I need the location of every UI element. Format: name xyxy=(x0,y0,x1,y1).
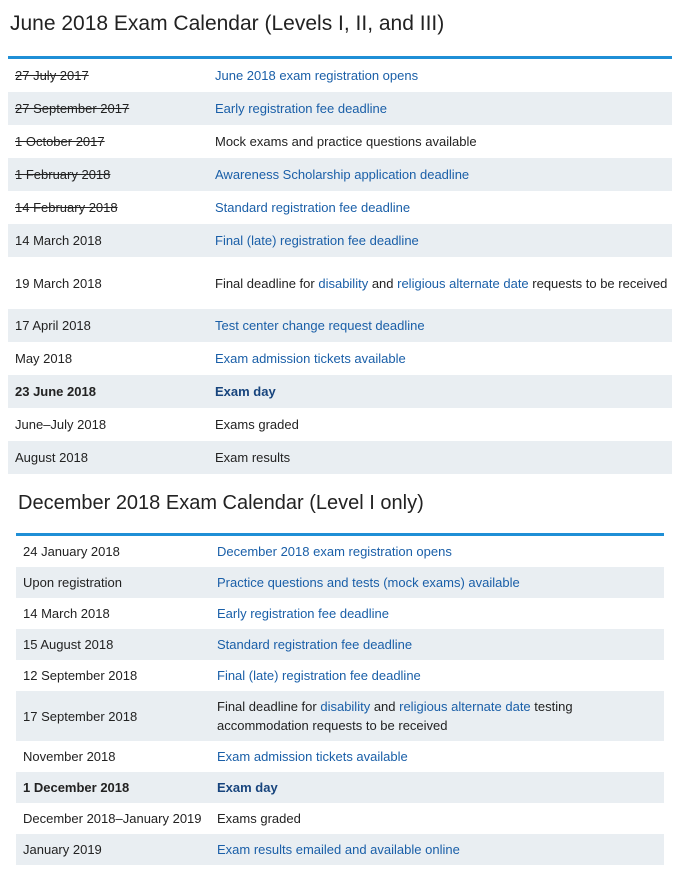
table-row xyxy=(8,224,672,257)
row-event-link[interactable]: Standard registration fee deadline xyxy=(215,200,411,215)
table-row xyxy=(16,567,664,598)
table-row xyxy=(8,92,672,125)
june-calendar-section xyxy=(8,10,672,474)
row-event-link[interactable]: Awareness Scholarship application deadline xyxy=(215,167,470,182)
row-event-link[interactable]: Exam day xyxy=(217,780,278,795)
december-calendar-table xyxy=(16,536,664,865)
religious-alternate-date-link[interactable]: religious alternate date xyxy=(397,275,529,291)
row-date: August 2018 xyxy=(8,441,215,474)
table-row xyxy=(8,408,672,441)
row-event-text: Mock exams and practice questions available xyxy=(215,134,477,149)
disability-link[interactable]: disability xyxy=(320,699,371,714)
row-event-link[interactable]: Final (late) registration fee deadline xyxy=(215,233,419,248)
row-event-text: Final deadline for disability and religious alternate date requests to be received xyxy=(215,275,668,291)
row-date: January 2019 xyxy=(16,834,217,865)
row-date: 23 June 2018 xyxy=(8,375,215,408)
row-date: December 2018–January 2019 xyxy=(23,811,202,826)
row-event-text: Final deadline for disability and religious alternate date testing accommodation requests to be received xyxy=(217,691,664,741)
row-date: Upon registration xyxy=(16,567,217,598)
row-date: 17 September 2018 xyxy=(16,691,217,741)
table-row xyxy=(16,741,664,772)
row-event-link[interactable]: Standard registration fee deadline xyxy=(217,637,413,652)
december-calendar-title: December 2018 Exam Calendar (Level I only) xyxy=(18,492,424,514)
row-date: 1 October 2017 xyxy=(15,134,105,149)
row-date: June–July 2018 xyxy=(15,417,107,432)
row-date: 19 March 2018 xyxy=(15,275,102,291)
table-row xyxy=(16,660,664,691)
row-date: 1 February 2018 xyxy=(8,158,215,191)
row-date: 27 September 2017 xyxy=(8,92,215,125)
table-row xyxy=(16,629,664,660)
table-row xyxy=(8,441,672,474)
row-event-text: Exams graded xyxy=(215,417,299,432)
row-event-link[interactable]: Exam admission tickets available xyxy=(217,749,408,764)
table-row xyxy=(8,191,672,224)
row-date: 1 December 2018 xyxy=(16,772,217,803)
row-date: November 2018 xyxy=(23,749,116,764)
table-row xyxy=(8,59,672,92)
row-event-link[interactable]: December 2018 exam registration opens xyxy=(217,544,452,559)
row-date: 17 April 2018 xyxy=(8,309,215,342)
table-row xyxy=(16,691,664,741)
row-event-link[interactable]: Exam day xyxy=(215,384,276,399)
table-row xyxy=(8,257,672,309)
row-event-link[interactable]: Practice questions and tests (mock exams) available xyxy=(217,575,520,590)
table-row xyxy=(8,342,672,375)
table-row xyxy=(16,536,664,567)
december-calendar-section xyxy=(16,490,664,865)
row-date: 14 March 2018 xyxy=(23,606,110,621)
row-event-link[interactable]: Early registration fee deadline xyxy=(215,101,387,116)
table-row xyxy=(16,598,664,629)
row-event-text: Exams graded xyxy=(217,811,301,826)
row-date: 12 September 2018 xyxy=(23,668,138,683)
row-event-link[interactable]: Test center change request deadline xyxy=(215,318,425,333)
religious-alternate-date-link[interactable]: religious alternate date xyxy=(399,699,531,714)
row-date: 14 February 2018 xyxy=(15,200,118,215)
june-calendar-title: June 2018 Exam Calendar (Levels I, II, and III) xyxy=(10,12,445,35)
row-date: 15 August 2018 xyxy=(16,629,217,660)
table-row xyxy=(8,375,672,408)
row-event-link[interactable]: Exam results emailed and available online xyxy=(217,842,460,857)
table-row xyxy=(16,834,664,865)
row-date: 24 January 2018 xyxy=(23,544,120,559)
row-date: 14 March 2018 xyxy=(8,224,215,257)
june-calendar-table xyxy=(8,59,672,474)
table-row xyxy=(16,772,664,803)
row-event-link[interactable]: Early registration fee deadline xyxy=(217,606,389,621)
row-event-link[interactable]: Final (late) registration fee deadline xyxy=(217,668,421,683)
row-event-link[interactable]: June 2018 exam registration opens xyxy=(215,68,419,83)
row-event-text: Exam results xyxy=(215,450,291,465)
table-row xyxy=(8,309,672,342)
disability-link[interactable]: disability xyxy=(318,275,369,291)
row-date: 27 July 2017 xyxy=(15,68,89,83)
table-row xyxy=(16,803,664,834)
row-date: May 2018 xyxy=(15,351,73,366)
row-event-link[interactable]: Exam admission tickets available xyxy=(215,351,406,366)
table-row xyxy=(8,158,672,191)
table-row xyxy=(8,125,672,158)
